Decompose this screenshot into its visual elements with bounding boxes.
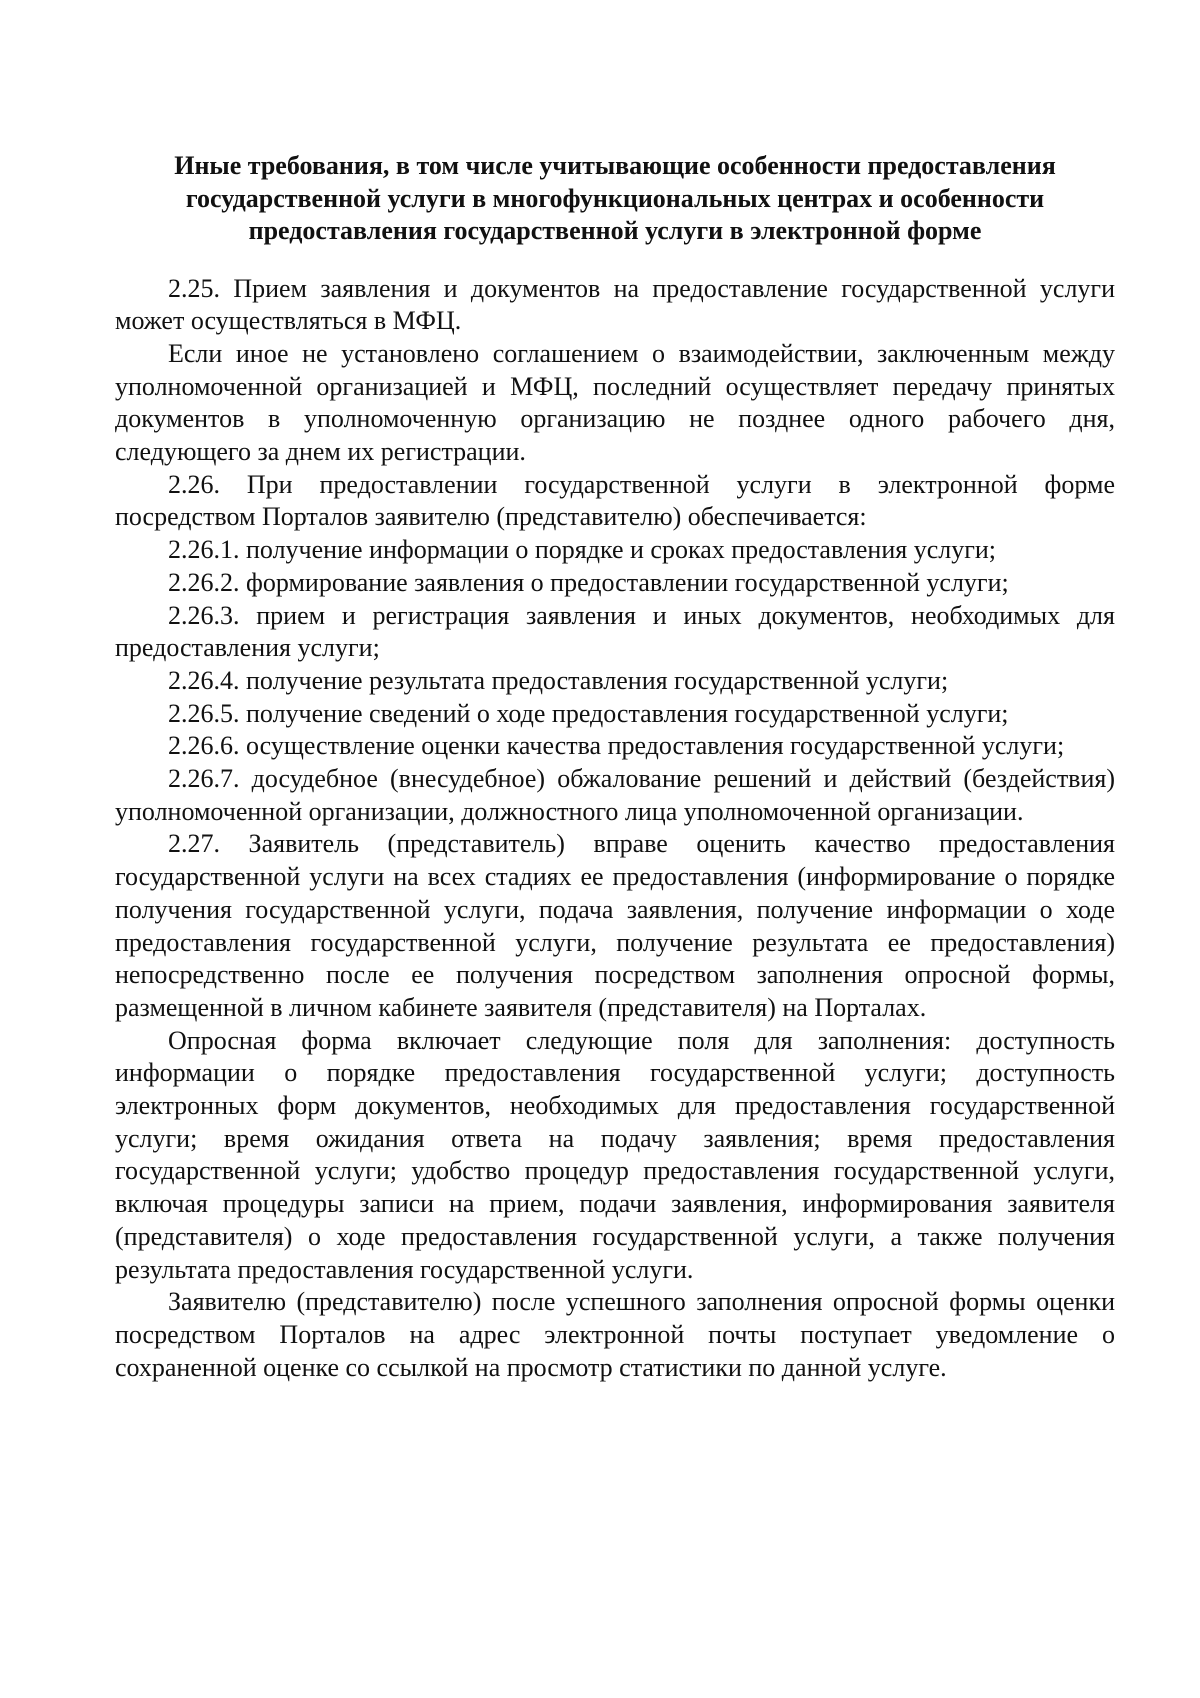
paragraph-2-26-7: 2.26.7. досудебное (внесудебное) обжалование решений и действий (бездействия) уполномоченной организации, должностного лица уполномоченной организации. — [115, 764, 1115, 826]
paragraph-2-26: 2.26. При предоставлении государственной услуги в электронной форме посредством Порталов заявителю (представителю) обеспечивается: — [115, 469, 1115, 532]
paragraph-2-25: 2.25. Прием заявления и документов на предоставление государственной услуги может осуществляться в МФЦ. — [115, 273, 1115, 336]
document-page — [115, 150, 1115, 1384]
paragraph-2-26-1: 2.26.1. получение информации о порядке и сроках предоставления услуги; — [168, 535, 997, 565]
paragraph-survey-form: Опросная форма включает следующие поля для заполнения: доступность информации о порядке предоставления государственной услуги; доступность электронных форм документов, необходимых для предоставления государственной услуги; время ожидания ответа на подачу заявления; время предоставления государственной услуги; удобство процедур предоставления государственной услуги, включая процедуры записи на прием, подачи заявления, информирования заявителя (представителя) о ходе предоставления государственной услуги, а также получения результата предоставления государственной услуги. — [115, 1025, 1115, 1284]
paragraph-mfc-transfer: Если иное не установлено соглашением о взаимодействии, заключенным между уполномоченной организацией и МФЦ, последний осуществляет передачу принятых документов в уполномоченную организацию не позднее одного рабочего дня, следующего за днем их регистрации. — [115, 338, 1115, 467]
paragraph-2-26-4: 2.26.4. получение результата предоставления государственной услуги; — [168, 665, 949, 695]
paragraph-2-26-6: 2.26.6. осуществление оценки качества предоставления государственной услуги; — [168, 731, 1065, 761]
paragraph-2-26-5: 2.26.5. получение сведений о ходе предоставления государственной услуги; — [168, 698, 1009, 728]
paragraph-notification: Заявителю (представителю) после успешного заполнения опросной формы оценки посредством Порталов на адрес электронной почты поступает уведомление о сохраненной оценке со ссылкой на просмотр статистики по данной услуге. — [115, 1287, 1115, 1382]
section-heading: Иные требования, в том числе учитывающие особенности предоставления государственной услуги в многофункциональных центрах и особенности предоставления государственной услуги в электронной форме — [174, 151, 1056, 245]
paragraph-2-26-2: 2.26.2. формирование заявления о предоставлении государственной услуги; — [168, 567, 1009, 597]
paragraph-2-27: 2.27. Заявитель (представитель) вправе оценить качество предоставления государственной услуги на всех стадиях ее предоставления (информирование о порядке получения государственной услуги, подача заявления, получение информации о ходе предоставления государственной услуги, получение результата ее предоставления) непосредственно после ее получения посредством заполнения опросной формы, размещенной в личном кабинете заявителя (представителя) на Порталах. — [115, 829, 1115, 1022]
paragraph-2-26-3: 2.26.3. прием и регистрация заявления и иных документов, необходимых для предоставления услуги; — [115, 600, 1115, 663]
